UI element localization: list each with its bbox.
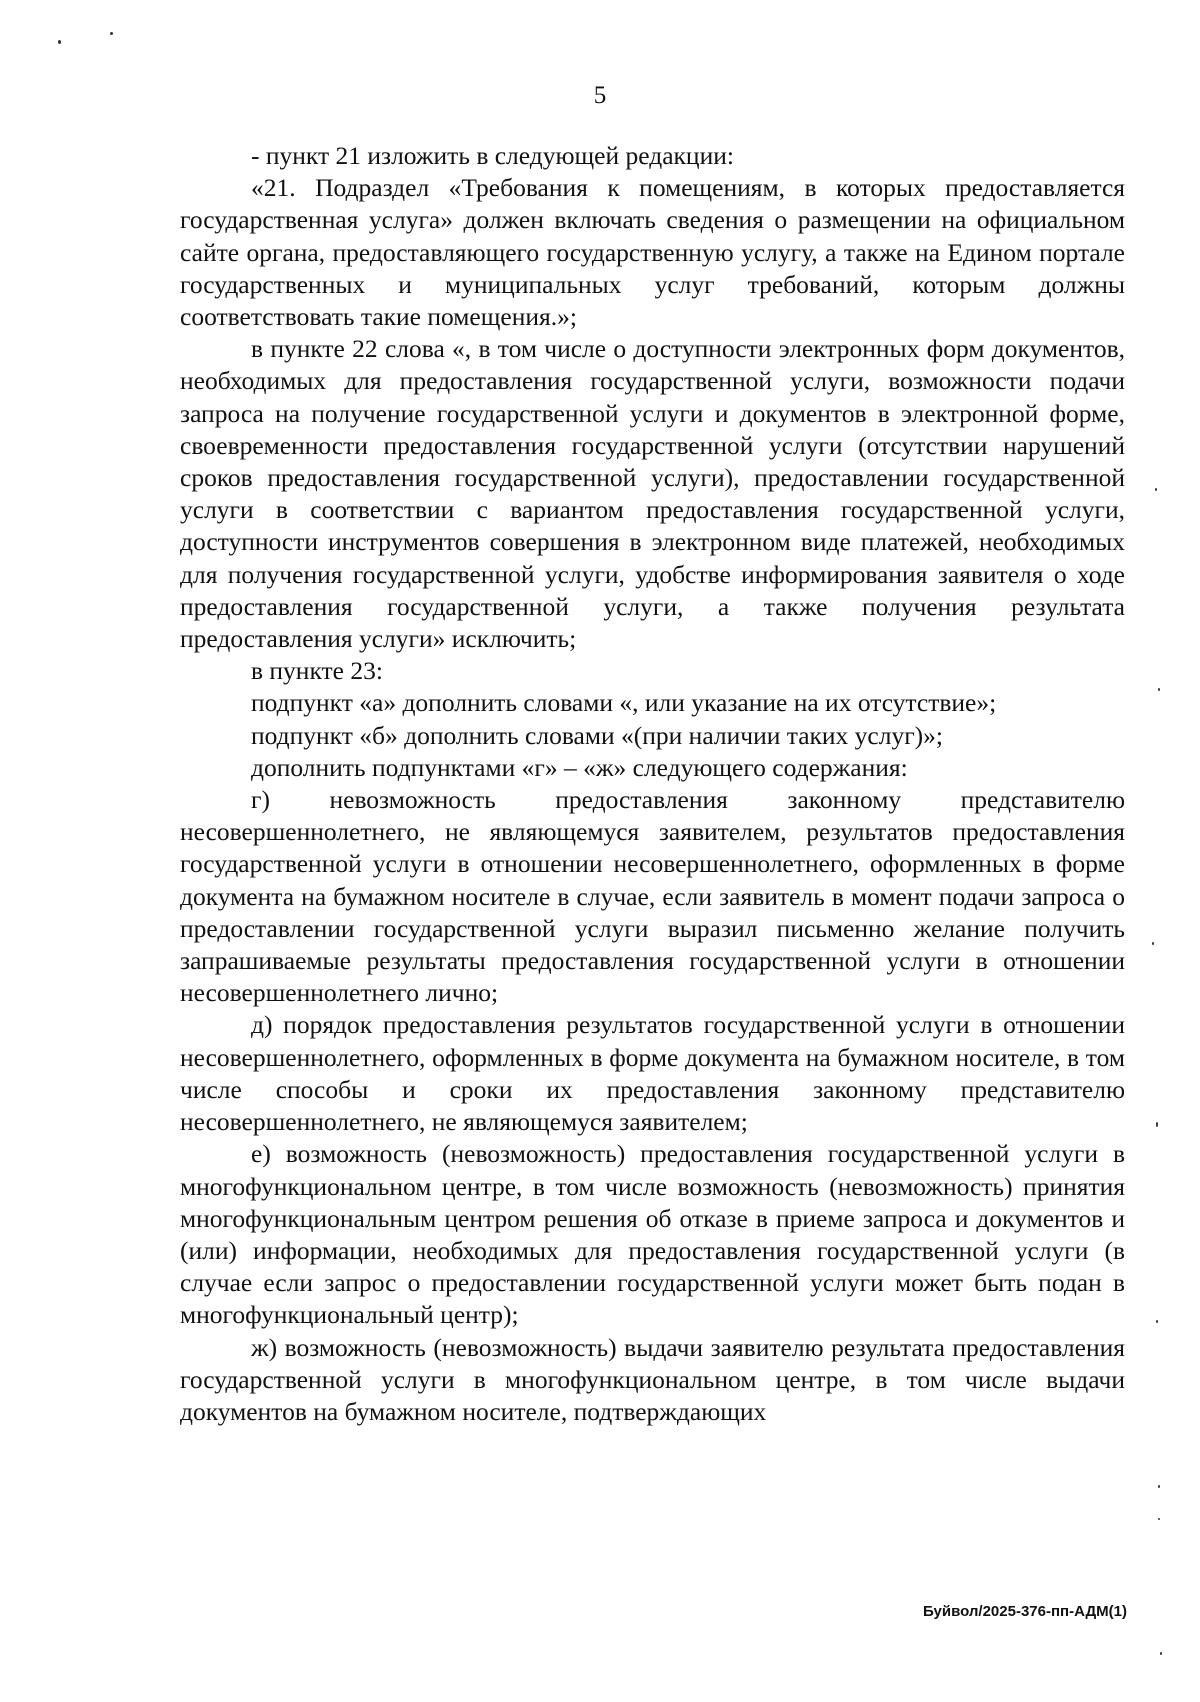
scan-speck [1160,1652,1162,1655]
paragraph-subitem-g: г) невозможность предоставления законному представителю несовершеннолетнего, не являющемуся заявителем, результатов предоставления государственной услуги в отношении несовершеннолетнего, оформленных в форме документа на бумажном носителе в случае, если заявитель в момент подачи запроса о предоставлении государственной услуги выразил письменно желание получить запрашиваемые результаты предоставления государственной услуги в отношении несовершеннолетнего лично; [180,785,1125,1008]
scan-speck [1156,1122,1158,1127]
scan-speck [110,32,113,35]
document-footer-code: Буйвол/2025-376-пп-АДМ(1) [922,1603,1127,1620]
paragraph-item-22: в пункте 22 слова «, в том числе о доступности электронных форм документов, необходимых для предоставления государственной услуги, возможности подачи запроса на получение государственной услуги и документов в электронной форме, своевременности предоставления государственной услуги (отсутствии нарушений сроков предоставления государственной услуги), предоставлении государственной услуги в соответствии с вариантом предоставления государственной услуги, доступности инструментов совершения в электронном виде платежей, необходимых для получения государственной услуги, удобстве информирования заявителя о ходе предоставления государственной услуги, а также получения результата предоставления услуги» исключить; [180,334,1125,654]
paragraph-item-21-text: «21. Подраздел «Требования к помещениям, в которых предоставляется государственная услуга» должен включать сведения о размещении на официальном сайте органа, предоставляющего государственную услугу, а также на Едином портале государственных и муниципальных услуг требований, которым должны соответствовать такие помещения.»; [180,173,1125,332]
scan-speck [1158,1485,1160,1488]
paragraph-subitem-e: е) возможность (невозможность) предоставления государственной услуги в многофункциональном центре, в том числе возможность (невозможность) принятия многофункциональным центром решения об отказе в приеме запроса и документов и (или) информации, необходимых для предоставления государственной услуги (в случае если запрос о предоставлении государственной услуги может быть подан в многофункциональный центр); [180,1139,1125,1330]
paragraph-subitem-zh: ж) возможность (невозможность) выдачи заявителю результата предоставления государственной услуги в многофункциональном центре, в том числе выдачи документов на бумажном носителе, подтверждающих [180,1332,1125,1426]
paragraph-subitem-a: подпункт «а» дополнить словами «, или указание на их отсутствие»; [251,688,997,718]
paragraph-item-23-intro: в пункте 23: [251,656,383,686]
scan-speck [1158,1518,1160,1520]
paragraph-add-subitems: дополнить подпунктами «г» – «ж» следующего содержания: [251,752,908,782]
scan-speck [1156,1320,1158,1323]
page-number: 5 [593,82,607,109]
paragraph-subitem-b: подпункт «б» дополнить словами «(при наличии таких услуг)»; [251,720,943,750]
paragraph-item-21-intro: - пункт 21 изложить в следующей редакции: [251,141,734,170]
scan-speck [1155,488,1157,491]
paragraph-subitem-d: д) порядок предоставления результатов государственной услуги в отношении несовершеннолетнего, оформленных в форме документа на бумажном носителе, в том числе способы и сроки их предоставления законному представителю несовершеннолетнего, не являющемуся заявителем; [180,1010,1125,1137]
scan-speck [58,40,61,44]
scan-speck [1152,942,1154,945]
document-body [180,140,1125,1428]
scan-speck [1158,688,1160,691]
